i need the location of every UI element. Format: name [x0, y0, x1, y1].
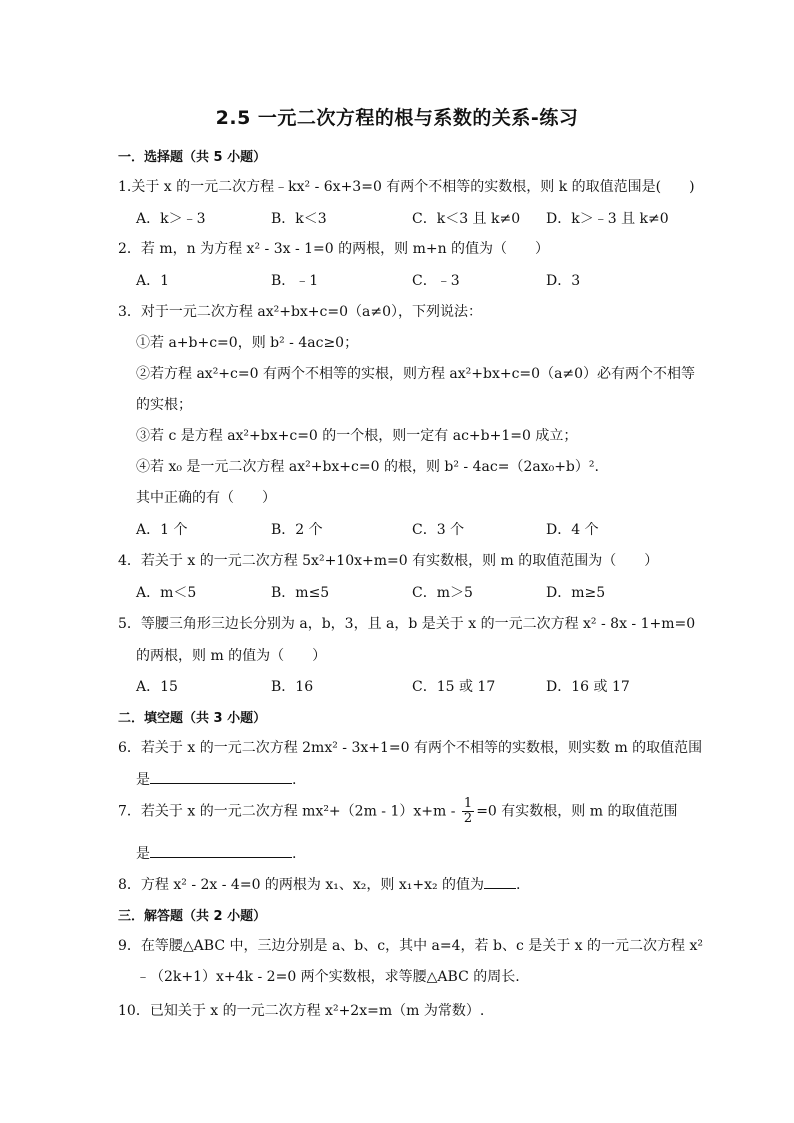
question-3-statement-3: ③若 c 是方程 ax²+bx+c=0 的一个根，则一定有 ac+b+1=0 成立； — [136, 428, 578, 444]
fraction-numerator: 1 — [463, 796, 473, 811]
fraction-denominator: 2 — [463, 811, 473, 826]
option-c: C．﹣3 — [412, 273, 460, 289]
question-8-pre: 8．方程 x² - 2x - 4=0 的两根为 x₁、x₂，则 x₁+x₂ 的值为 — [118, 877, 485, 893]
option-b: B．m≤5 — [271, 585, 330, 601]
question-7-answer-line — [136, 843, 296, 863]
question-1-stem: 1.关于 x 的一元二次方程﹣kx² - 6x+3=0 有两个不相等的实数根，则 k 的取值范围是( ) — [118, 179, 695, 195]
question-7-stem — [118, 797, 677, 826]
option-a: A．m＜5 — [136, 585, 197, 601]
option-b: B．k＜3 — [271, 211, 327, 227]
question-3-statement-2: ②若方程 ax²+c=0 有两个不相等的实根，则方程 ax²+bx+c=0（a≠0）必有两个不相等 — [136, 366, 696, 382]
question-6-answer-line — [136, 769, 296, 789]
option-c: C．k＜3 且 k≠0 — [412, 211, 521, 227]
option-d: D．16 或 17 — [546, 679, 630, 695]
question-6-tail-pre: 是 — [136, 772, 150, 788]
option-c: C．m＞5 — [412, 585, 473, 601]
question-9-line-1: 9．在等腰△ABC 中，三边分别是 a、b、c，其中 a=4，若 b、c 是关于 x 的一元二次方程 x² — [118, 938, 703, 954]
option-b: B．2 个 — [271, 522, 323, 538]
question-7-post: =0 有实数根，则 m 的取值范围 — [476, 803, 678, 820]
question-3-statement-1: ①若 a+b+c=0，则 b² - 4ac≥0； — [136, 335, 359, 351]
question-6-stem: 6．若关于 x 的一元二次方程 2mx² - 3x+1=0 有两个不相等的实数根，则实数 m 的取值范围 — [118, 740, 703, 756]
question-3-ask: 其中正确的有（ ） — [136, 490, 276, 506]
page-title: 2.5 一元二次方程的根与系数的关系-练习 — [215, 107, 579, 129]
question-3-options — [136, 519, 696, 539]
answer-blank[interactable] — [150, 769, 292, 784]
option-b: B．﹣1 — [271, 273, 319, 289]
answer-blank[interactable] — [150, 843, 292, 858]
question-3-statement-4: ④若 x₀ 是一元二次方程 ax²+bx+c=0 的根，则 b² - 4ac=（2ax₀+b）². — [136, 459, 599, 475]
question-2-options — [136, 270, 696, 290]
question-10-line-1: 10．已知关于 x 的一元二次方程 x²+2x=m（m 为常数）. — [118, 1003, 485, 1019]
question-1-options — [136, 208, 696, 228]
question-4-options — [136, 582, 696, 602]
option-b: B．16 — [271, 679, 314, 695]
option-c: C．3 个 — [412, 522, 465, 538]
section-heading-solve: 三．解答题（共 2 小题） — [118, 909, 267, 924]
section-heading-choice: 一．选择题（共 5 小题） — [118, 150, 267, 165]
question-7-tail-post: . — [292, 846, 297, 862]
section-heading-fill: 二．填空题（共 3 小题） — [118, 711, 267, 726]
option-c: C．15 或 17 — [412, 679, 496, 695]
question-9-line-2: ﹣（2k+1）x+4k - 2=0 两个实数根，求等腰△ABC 的周长. — [136, 969, 520, 985]
question-7-tail-pre: 是 — [136, 846, 150, 862]
option-d: D．m≥5 — [546, 585, 606, 601]
fraction — [462, 797, 474, 826]
question-4-stem: 4．若关于 x 的一元二次方程 5x²+10x+m=0 有实数根，则 m 的取值范围为（ ） — [118, 553, 659, 569]
question-2-stem: 2．若 m，n 为方程 x² - 3x - 1=0 的两根，则 m+n 的值为（ ） — [118, 241, 550, 257]
question-5-stem: 5．等腰三角形三边长分别为 a，b，3，且 a，b 是关于 x 的一元二次方程 x² - 8x - 1+m=0 — [118, 616, 696, 632]
answer-blank[interactable] — [484, 874, 516, 889]
option-a: A．1 个 — [136, 522, 188, 538]
option-a: A．1 — [136, 273, 170, 289]
option-d: D．3 — [546, 273, 581, 289]
question-3-statement-2-cont: 的实根； — [136, 397, 192, 413]
option-a: A．15 — [136, 679, 178, 695]
question-8-stem — [118, 874, 521, 894]
question-3-stem: 3．对于一元二次方程 ax²+bx+c=0（a≠0），下列说法： — [118, 304, 482, 320]
question-7-pre: 7．若关于 x 的一元二次方程 mx²+（2m - 1）x+m - — [118, 803, 460, 820]
option-a: A．k＞﹣3 — [136, 211, 206, 227]
option-d: D．4 个 — [546, 522, 599, 538]
option-d: D．k＞﹣3 且 k≠0 — [546, 211, 669, 227]
question-5-stem-cont: 的两根，则 m 的值为（ ） — [136, 648, 327, 664]
question-8-post: . — [516, 877, 521, 893]
question-5-options — [136, 676, 696, 696]
question-6-tail-post: . — [292, 772, 297, 788]
